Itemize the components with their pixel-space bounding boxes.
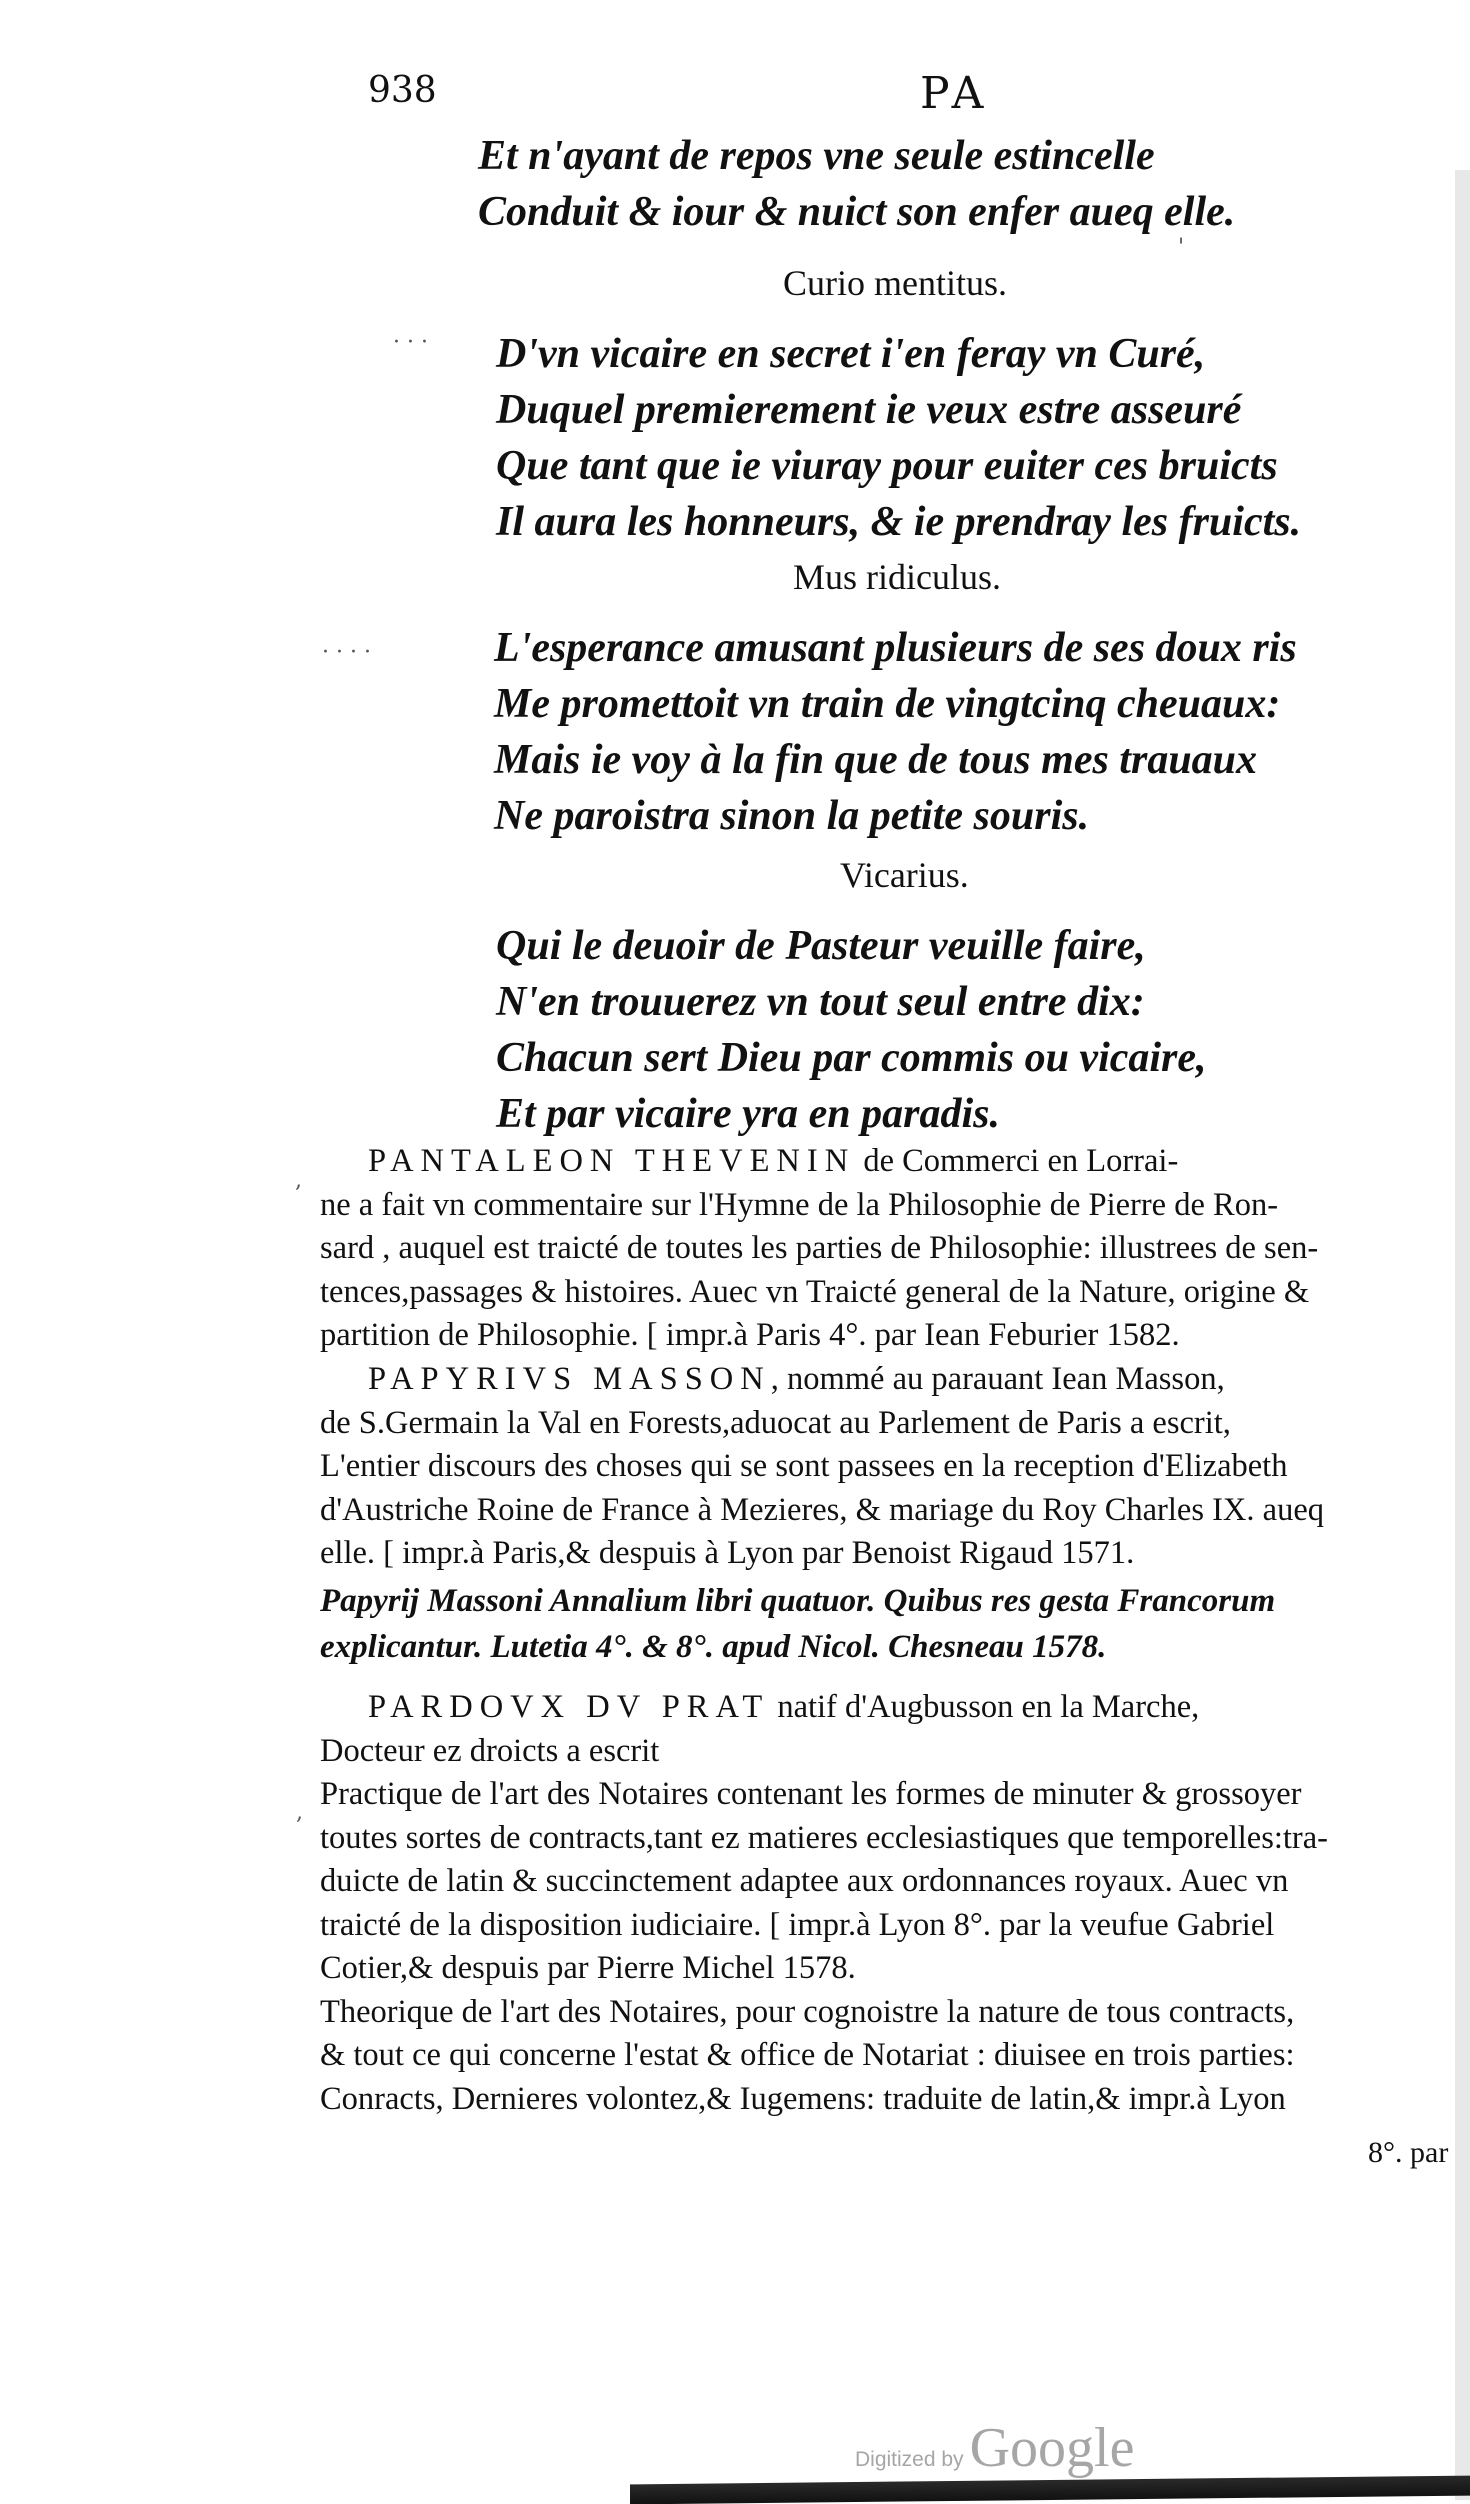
entry-text: natif d'Augbusson en la Marche, — [769, 1689, 1200, 1725]
entry-line: sard , auquel est traicté de toutes les parties de Philosophie: illustrees de sen- — [320, 1230, 1319, 1266]
verse-line: Mais ie voy à la fin que de tous mes trauaux — [494, 737, 1258, 783]
page-number: 938 — [368, 70, 437, 111]
entry-line: d'Austriche Roine de France à Mezieres, & mariage du Roy Charles IX. aueq — [320, 1491, 1324, 1528]
entry-masson — [320, 1358, 1324, 1576]
entry-line: Cotier,& despuis par Pierre Michel 1578. — [320, 1950, 856, 1986]
entry-line: ne a fait vn commentaire sur l'Hymne de la Philosophie de Pierre de Ron- — [320, 1186, 1279, 1223]
author-name: PANTALEON THEVENIN — [368, 1143, 856, 1179]
verse-line: Et par vicaire yra en paradis. — [496, 1091, 1000, 1137]
running-head: PA — [920, 68, 990, 119]
poem-vicarius — [496, 918, 1207, 1142]
entry-masson-latin — [320, 1578, 1275, 1670]
poem-continuation — [478, 128, 1235, 240]
verse-line: Il aura les honneurs, & ie prendray les fruicts. — [496, 499, 1302, 545]
verse-line: Et n'ayant de repos vne seule estincelle — [478, 133, 1155, 179]
entry-line: Docteur ez droicts a escrit — [320, 1732, 660, 1769]
stray-mark: , — [296, 1800, 303, 1825]
entry-line: elle. [ impr.à Paris,& despuis à Lyon par Benoist Rigaud 1571. — [320, 1535, 1135, 1571]
verse-line: D'vn vicaire en secret i'en feray vn Curé, — [496, 331, 1206, 377]
poem-heading-curio: Curio mentitus. — [783, 263, 1007, 303]
stray-mark: · · · — [393, 330, 428, 355]
stray-mark: · · · · — [322, 640, 371, 665]
author-name: PARDOVX DV PRAT — [368, 1689, 770, 1725]
poem-heading-mus: Mus ridiculus. — [793, 557, 1002, 597]
entry-first-line — [320, 1686, 1328, 1730]
author-name: PAPYRIVS MASSON — [368, 1361, 771, 1397]
entry-line: duicte de latin & succinctement adaptee aux ordonnances royaux. Auec vn — [320, 1863, 1289, 1899]
entry-line: tences,passages & histoires. Auec vn Traicté general de la Nature, origine & — [320, 1273, 1310, 1310]
page-edge-shadow — [1455, 170, 1470, 2500]
latin-line: Papyrij Massoni Annalium libri quatuor. Quibus res gesta Francorum — [320, 1583, 1276, 1619]
digitized-by-google-watermark — [855, 2416, 1134, 2480]
entry-line: partition de Philosophie. [ impr.à Paris 4°. par Iean Feburier 1582. — [320, 1317, 1180, 1353]
stray-mark: ' — [1178, 235, 1185, 260]
verse-line: L'esperance amusant plusieurs de ses doux ris — [494, 625, 1297, 671]
google-logo: Google — [969, 2417, 1135, 2479]
entry-du-prat — [320, 1686, 1328, 2121]
latin-line: explicantur. Lutetia 4°. & 8°. apud Nicol. Chesneau 1578. — [320, 1629, 1107, 1665]
entry-text: , nommé au parauant Iean Masson, — [770, 1361, 1225, 1397]
entry-line: traicté de la disposition iudiciaire. [ impr.à Lyon 8°. par la veufue Gabriel — [320, 1906, 1275, 1943]
verse-line: Qui le deuoir de Pasteur veuille faire, — [496, 923, 1146, 969]
entry-thevenin — [320, 1140, 1318, 1358]
stray-mark: , — [295, 1168, 302, 1193]
entry-line: Theorique de l'art des Notaires, pour cognoistre la nature de tous contracts, — [320, 1993, 1295, 2030]
verse-line: Conduit & iour & nuict son enfer aueq elle. — [478, 189, 1236, 235]
verse-line: N'en trouuerez vn tout seul entre dix: — [496, 979, 1145, 1025]
verse-line: Duquel premierement ie veux estre asseuré — [496, 387, 1242, 433]
catchword: 8°. par — [1368, 2136, 1449, 2169]
entry-line: & tout ce qui concerne l'estat & office de Notariat : diuisee en trois parties: — [320, 2037, 1295, 2073]
entry-first-line — [320, 1140, 1318, 1184]
watermark-prefix: Digitized by — [855, 2448, 964, 2471]
entry-line: de S.Germain la Val en Forests,aduocat au Parlement de Paris a escrit, — [320, 1404, 1231, 1441]
entry-line: toutes sortes de contracts,tant ez matieres ecclesiastiques que temporelles:tra- — [320, 1819, 1329, 1856]
verse-line: Ne paroistra sinon la petite souris. — [494, 793, 1090, 839]
poem-curio — [496, 326, 1301, 550]
poem-heading-vicarius: Vicarius. — [840, 855, 969, 895]
poem-mus — [494, 620, 1297, 844]
verse-line: Que tant que ie viuray pour euiter ces bruicts — [496, 443, 1278, 489]
entry-line: Practique de l'art des Notaires contenant les formes de minuter & grossoyer — [320, 1776, 1302, 1812]
verse-line: Chacun sert Dieu par commis ou vicaire, — [496, 1035, 1207, 1081]
entry-first-line — [320, 1358, 1324, 1402]
entry-line: L'entier discours des choses qui se sont passees en la reception d'Elizabeth — [320, 1448, 1288, 1484]
entry-text: de Commerci en Lorrai- — [855, 1143, 1179, 1179]
entry-line: Conracts, Dernieres volontez,& Iugemens: traduite de latin,& impr.à Lyon — [320, 2080, 1286, 2117]
verse-line: Me promettoit vn train de vingtcinq cheuaux: — [494, 681, 1281, 727]
